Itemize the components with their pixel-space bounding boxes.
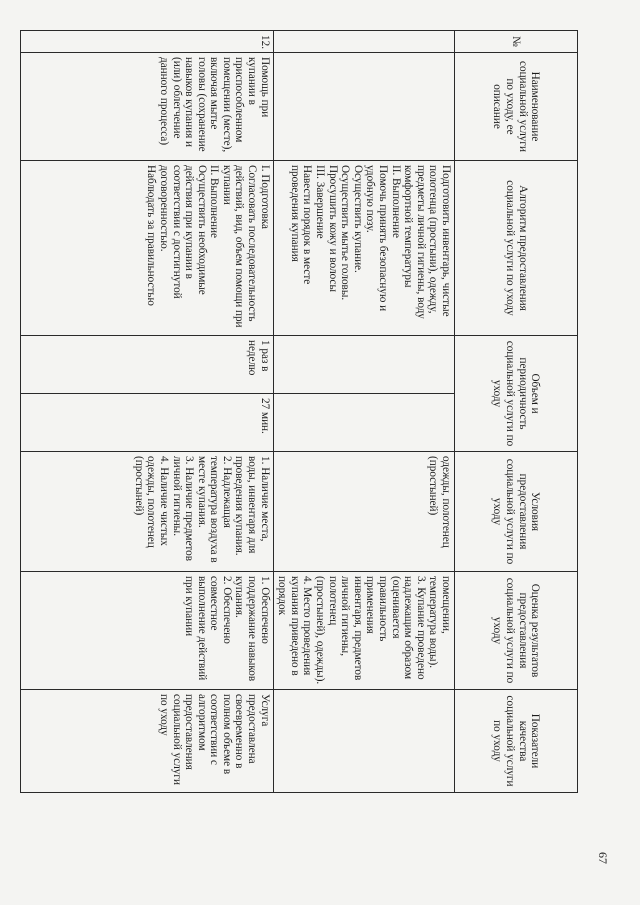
header-service-name: Наименование социальной услуги по уходу, ее описание bbox=[455, 53, 578, 161]
cell-service-name bbox=[273, 53, 454, 161]
header-algorithm: Алгоритм предоставления социальной услуги по уходу bbox=[455, 161, 578, 336]
cell-evaluation: помещении, температура воды). 3. Купание проведено надлежащим образом (оценивается правильность применения инвентаря, предметов личной гигиены, полотенец (простыней), одежды). 4. Место проведения купания приведено в порядок bbox=[273, 572, 454, 690]
cell-service-name: Помощь при купании в приспособленном помещении (месте), включая мытье головы (сохранение навыков купания и (или) облегчение данного процесса) bbox=[20, 53, 273, 161]
table-header-row bbox=[455, 31, 578, 793]
header-volume-periodicity: Объем и периодичность социальной услуги по уходу bbox=[455, 336, 578, 452]
header-conditions: Условия предоставления социальной услуги по уходу bbox=[455, 452, 578, 572]
header-evaluation: Оценка результатов предоставления социальной услуги по уходу bbox=[455, 572, 578, 690]
cell-volume: 1 раз в неделю bbox=[20, 336, 273, 394]
cell-num bbox=[273, 31, 454, 53]
cell-quality bbox=[273, 690, 454, 793]
cell-num: 12. bbox=[20, 31, 273, 53]
cell-algorithm: Подготовить инвентарь, чистые полотенца (простыни), одежду, предметы личной гигиены, воду комфортной температуры II. Выполнение Помочь принять безопасную и удобную позу. Осуществить купание. Осуществить мытье головы. Просушить кожу и волосы III. Завершение Навести порядок в месте проведения купания bbox=[273, 161, 454, 336]
cell-periodicity: 27 мин. bbox=[20, 394, 273, 452]
cell-periodicity bbox=[273, 394, 454, 452]
table-row-service-12 bbox=[20, 31, 273, 793]
cell-conditions: одежды, полотенец (простыней) bbox=[273, 452, 454, 572]
page-number: 67 bbox=[596, 852, 610, 864]
cell-conditions: 1. Наличие места, воды, инвентаря для проведения купания. 2. Надлежащая температура воздуха в месте купания. 3. Наличие предметов личной гигиены. 4. Наличие чистых одежды, полотенец (простыней) bbox=[20, 452, 273, 572]
header-quality: Показатели качества социальной услуги по уходу bbox=[455, 690, 578, 793]
table-row-continued bbox=[273, 31, 454, 793]
cell-evaluation: 1. Обеспечено поддержание навыков купания. 2. Обеспечено совместное выполнение действий при купании bbox=[20, 572, 273, 690]
header-num: № bbox=[455, 31, 578, 53]
cell-volume bbox=[273, 336, 454, 394]
cell-algorithm: I. Подготовка Согласовать последовательность действий, вид, объем помощи при купании II. Выполнение Осуществить необходимые действия при купании в соответствии с достигнутой договоренностью. Наблюдать за правильностью bbox=[20, 161, 273, 336]
social-care-service-table bbox=[20, 30, 578, 793]
cell-quality: Услуга предоставлена своевременно в полном объеме в соответствии с алгоритмом предоставления социальной услуги по уходу bbox=[20, 690, 273, 793]
